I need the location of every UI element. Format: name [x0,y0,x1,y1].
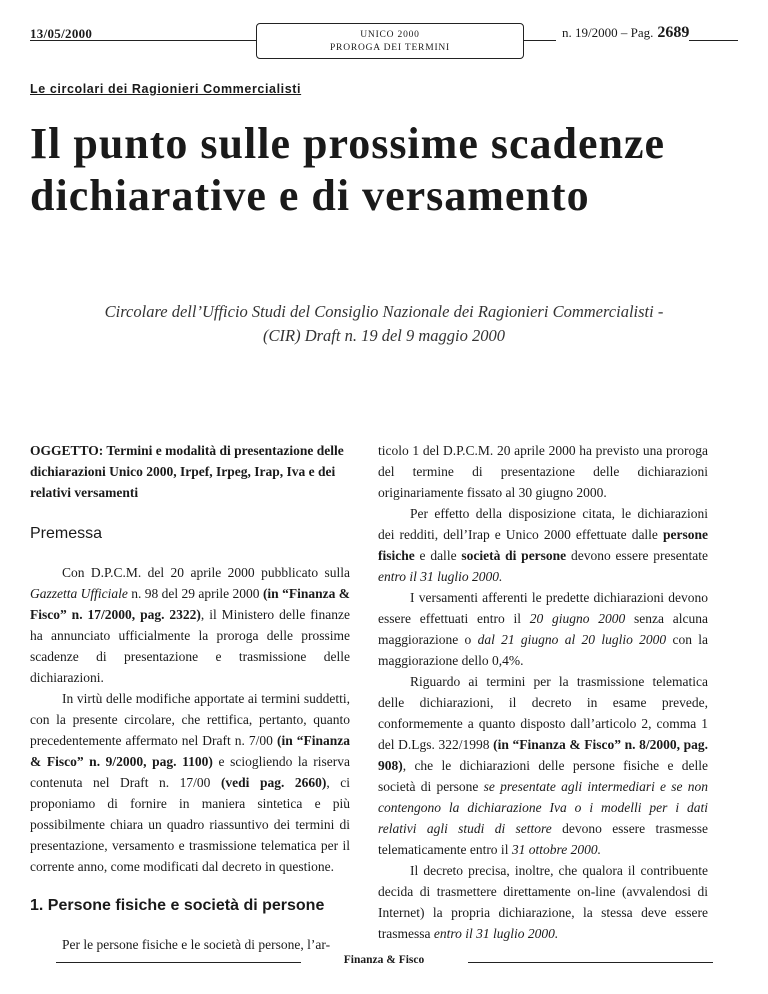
right-column [378,440,708,944]
header-topic-line1: UNICO 2000 [360,30,420,40]
right-paragraph-1: ticolo 1 del D.P.C.M. 20 aprile 2000 ha previsto una proroga del termine di presentazione delle dichiarazioni originariamente fissato al 30 giugno 2000. [378,443,708,500]
premessa-paragraph-1: Con D.P.C.M. del 20 aprile 2000 pubblicato sulla Gazzetta Ufficiale n. 98 del 29 aprile 2000 (in “Finanza & Fisco” n. 17/2000, pag. 2322), il Ministero delle finanze ha annunciato ufficialmente la proroga delle prossime scadenze di presentazione e trasmissione delle dichiarazioni. [30,565,350,685]
left-column [30,440,350,955]
right-paragraph-2: Per effetto della disposizione citata, le dichiarazioni dei redditi, dell’Irap e Unico 2000 effettuate dalle persone fisiche e dalle società di persone devono essere presentate entro il 31 luglio 2000. [378,506,708,584]
article-title [30,118,750,222]
article-title-line2: dichiarative e di versamento [30,171,590,220]
header-page-number: 2689 [657,24,690,41]
header-date: 13/05/2000 [30,26,93,41]
section-1-paragraph: Per le persone fisiche e le società di persone, l’ar- [62,937,331,952]
article-subtitle-line1: Circolare dell’Ufficio Studi del Consiglio Nazionale dei Ragionieri Commercialisti - [104,302,664,321]
section-kicker: Le circolari dei Ragionieri Commercialisti [30,82,302,96]
header-topic-line2: PROROGA DEI TERMINI [329,43,451,53]
right-paragraph-5: Il decreto precisa, inoltre, che qualora il contribuente decida di trasmettere direttamente on-line (avvalendosi di Internet) la propria dichiarazione, la stessa deve essere trasmessa entro il 31 luglio 2000. [378,863,708,941]
header-rule-left [30,40,256,41]
header-topic-box [256,23,524,59]
article-subtitle [40,300,728,348]
article-subtitle-line2: (CIR) Draft n. 19 del 9 maggio 2000 [263,326,505,345]
oggetto-paragraph: OGGETTO: Termini e modalità di presentazione delle dichiarazioni Unico 2000, Irpef, Irpeg, Irap, Iva e dei relativi versamenti [30,443,344,500]
header-page-info [556,24,689,42]
section-1-heading: 1. Persone fisiche e società di persone [30,897,325,914]
right-paragraph-3: I versamenti afferenti le predette dichiarazioni devono essere effettuati entro il 20 giugno 2000 senza alcuna maggiorazione o dal 21 giugno al 20 luglio 2000 con la maggiorazione dello 0,4%. [378,590,708,668]
header-page-prefix: n. 19/2000 – Pag. [562,25,654,40]
right-paragraph-4: Riguardo ai termini per la trasmissione telematica delle dichiarazioni, il decreto in esame prevede, conformemente a quanto disposto dall’articolo 2, comma 1 del D.Lgs. 322/1998 (in “Finanza & Fisco” n. 8/2000, pag. 908), che le dichiarazioni delle persone fisiche e delle società di persone se presentate agli intermediari e se non contengono la dichiarazione Iva o i modelli per i dati relativi agli studi di settore devono essere trasmesse telematicamente entro il 31 ottobre 2000. [378,674,709,857]
footer-publication: Finanza & Fisco [343,954,425,966]
premessa-paragraph-2: In virtù delle modifiche apportate ai termini suddetti, con la presente circolare, che rettifica, pertanto, quanto precedentemente affermato nel Draft n. 7/00 (in “Finanza & Fisco” n. 9/2000, pag. 1100) e sciogliendo la riserva contenuta nel Draft n. 17/00 (vedi pag. 2660), ci proponiamo di fornire in maniera sintetica e più possibilmente chiara un quadro riassuntivo dei termini di presentazione, versamento e trasmissione telematica per il corrente anno, come modificati dal decreto in questione. [30,691,350,874]
article-title-line1: Il punto sulle prossime scadenze [30,119,666,168]
premessa-heading: Premessa [30,525,103,542]
